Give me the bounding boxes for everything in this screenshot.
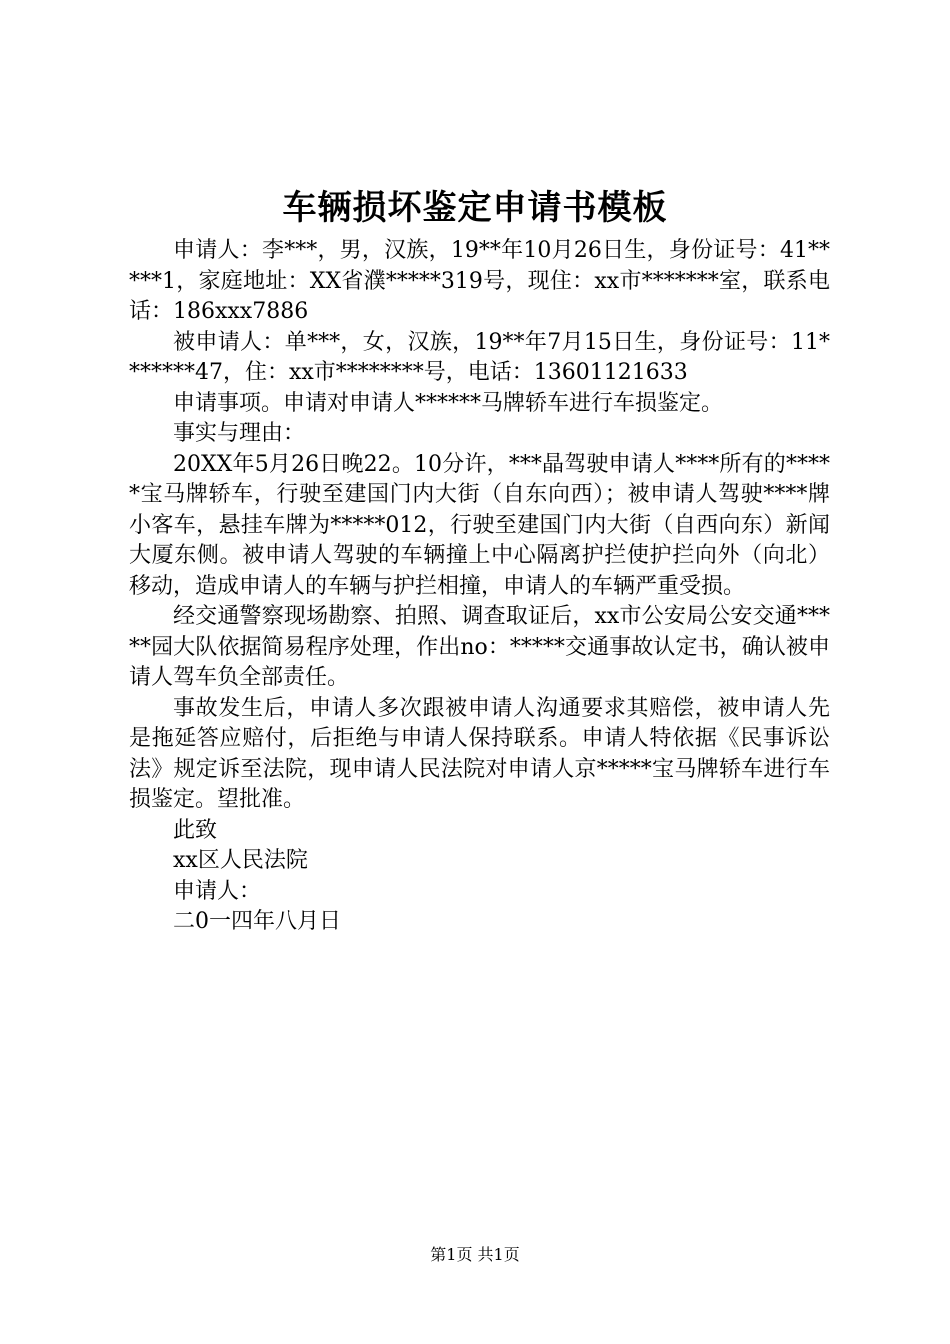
document-date: 二0一四年八月日	[173, 909, 341, 934]
signature-label: 申请人：	[173, 878, 262, 904]
facts-heading: 事实与理由：	[173, 421, 306, 446]
page-footer: 第1页 共1页	[430, 1245, 520, 1264]
police-finding-paragraph: 经交通警察现场勘察、拍照、调查取证后，xx市公安局公安交通*****园大队依据简易程序处理，作出no：*****交通事故认定书，确认被申请人驾车负全部责任。	[129, 604, 830, 690]
document-body	[129, 236, 830, 938]
after-accident-paragraph: 事故发生后，申请人多次跟被申请人沟通要求其赔偿，被申请人先是拖延答应赔付，后拒绝与申请人保持联系。申请人特依据《民事诉讼法》规定诉至法院，现申请人民法院对申请人京*****宝马牌轿车进行车损鉴定。望批准。	[129, 695, 830, 812]
document-title: 车辆损坏鉴定申请书模板	[282, 188, 668, 228]
respondent-info-paragraph: 被申请人：单***，女，汉族，19**年7月15日生，身份证号：11*******47，住：xx市********号，电话：13601121633	[129, 329, 830, 385]
facts-paragraph: 20XX年5月26日晚22。10分许，***晶驾驶申请人****所有的*****宝马牌轿车，行驶至建国门内大街（自东向西）；被申请人驾驶****牌小客车，悬挂车牌为*****012，行驶至建国门内大街（自西向东）新闻大厦东侧。被申请人驾驶的车辆撞上中心隔离护拦使护拦向外（向北）移动，造成申请人的车辆与护拦相撞，申请人的车辆严重受损。	[129, 451, 830, 599]
closing-salutation: 此致	[173, 817, 218, 843]
applicant-info-paragraph: 申请人：李***，男，汉族，19**年10月26日生，身份证号：41*****1，家庭地址：XX省濮*****319号，现住：xx市*******室，联系电话：186xxx7886	[129, 238, 830, 324]
request-item-paragraph: 申请事项。申请对申请人******马牌轿车进行车损鉴定。	[173, 390, 724, 416]
closing-recipient: xx区人民法院	[173, 848, 308, 873]
